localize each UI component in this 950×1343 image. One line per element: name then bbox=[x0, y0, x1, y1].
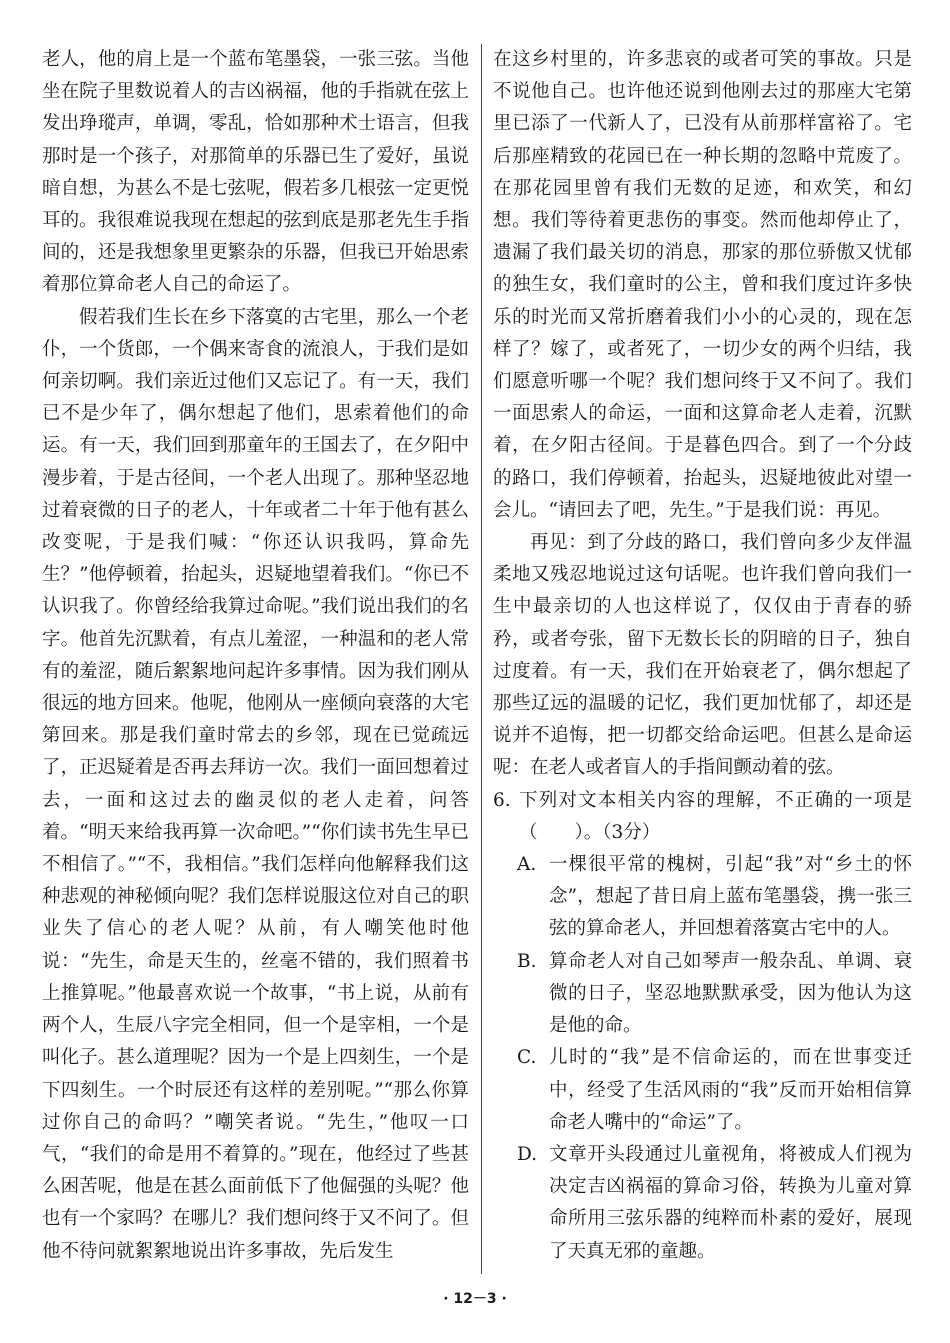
left-paragraph-1: 老人，他的肩上是一个蓝布笔墨袋，一张三弦。当他坐在院子里数说着人的吉凶祸福，他的手指就在弦上发出琤瑽声，单调，零乱，恰如那种术士语言，但我那时是一个孩子，对那简单的乐器已生了爱好，虽说暗自想，为甚么不是七弦呢，假若多几根弦一定更悦耳的。我很难说我现在想起的弦到底是那老先生手指间的，还是我想象里更繁杂的乐器，但我已开始思索着那位算命老人自己的命运了。 bbox=[42, 49, 469, 296]
option-c-label: C. bbox=[517, 1047, 537, 1069]
question-number: 6. bbox=[493, 789, 511, 811]
right-paragraph-1: 在这乡村里的，许多悲哀的或者可笑的事故。只是不说他自己。也许他还说到他刚去过的那座大宅第里已添了一代新人了，已没有从前那样富裕了。宅后那座精致的花园已在一种长期的忽略中荒废了。在那花园里曾有我们无数的足迹，和欢笑，和幻想。我们等待着更悲伤的事变。然而他却停止了，遗漏了我们最关切的消息，那家的那位骄傲又忧郁的独生女，我们童时的公主，曾和我们度过许多快乐的时光而又常折磨着我们小小的心灵的，现在怎样了？嫁了，或者死了，一切少女的两个归结，我们愿意听哪一个呢？我们想问终于又不问了。我们一面思索人的命运，一面和这算命老人走着，沉默着，在夕阳古径间。于是暮色四合。到了一个分歧的路口，我们停顿着，抬起头，迟疑地彼此对望一会儿。“请回去了吧，先生。”于是我们说：再见。 bbox=[493, 49, 912, 521]
option-d-text: 文章开头段通过儿童视角，将被成人们视为决定吉凶祸福的算命习俗，转换为儿童对算命所用三弦乐器的纯粹而朴素的爱好，展现了天真无邪的童趣。 bbox=[549, 1143, 912, 1262]
right-paragraph-2: 再见：到了分歧的路口，我们曾向多少友伴温柔地又残忍地说过这句话呢。也许我们曾向我们一生中最亲切的人也这样说了，仅仅由于青春的骄矜，或者夸张，留下无数长长的阴暗的日子，独自过度着。有一天，我们在开始衰老了，偶尔想起了那些辽远的温暖的记忆，我们更加忧郁了，却还是说并不追悔，把一切都交给命运吧。但甚么是命运呢：在老人或者盲人的手指间颤动着的弦。 bbox=[493, 532, 912, 779]
option-d-label: D. bbox=[517, 1143, 538, 1165]
question-6 bbox=[493, 785, 912, 849]
option-c-text: 儿时的“我”是不信命运的，而在世事变迁中，经受了生活风雨的“我”反而开始相信算命老人嘴中的“命运”了。 bbox=[549, 1047, 912, 1133]
option-b-label: B. bbox=[517, 950, 537, 972]
option-d bbox=[493, 1139, 912, 1268]
left-paragraph-2: 假若我们生长在乡下落寞的古宅里，那么一个老仆，一个货郎，一个偶来寄食的流浪人，于我们是如何亲切啊。我们亲近过他们又忘记了。有一天，我们已不是少年了，偶尔想起了他们，思索着他们的命运。有一天，我们回到那童年的王国去了，在夕阳中漫步着，于是古径间，一个老人出现了。那种坚忍地过着衰微的日子的老人，十年或者二十年于他有甚么改变呢，于是我们喊：“你还认识我吗，算命先生？”他停顿着，抬起头，迟疑地望着我们。“你已不认识我了。你曾经给我算过命呢。”我们说出我们的名字。他首先沉默着，有点儿羞涩，一种温和的老人常有的羞涩，随后絮絮地问起许多事情。因为我们刚从很远的地方回来。他呢，他刚从一座倾向衰落的大宅第回来。那是我们童时常去的乡邻，现在已觉疏远了，正迟疑着是否再去拜访一次。我们一面回想着过去，一面和这过去的幽灵似的老人走着，问答着。“明天来给我再算一次命吧。”“你们读书先生早已不相信了。”“不，我相信。”我们怎样向他解释我们这种悲观的神秘倾向呢？我们怎样说服这位对自己的职业失了信心的老人呢？从前，有人嘲笑他时他说：“先生，命是天生的，丝毫不错的，我们照着书上推算呢。”他最喜欢说一个故事，“书上说，从前有两个人，生辰八字完全相同，但一个是宰相，一个是叫化子。甚么道理呢？因为一个是上四刻生，一个是下四刻生。一个时辰还有这样的差别呢。”“那么你算过你自己的命吗？”嘲笑者说。“先生，”他叹一口气，“我们的命是用不着算的。”现在，他经过了些甚么困苦呢，他是在甚么面前低下了他倔强的头呢？他也有一个家吗？在哪儿？我们想问终于又不问了。但他不待问就絮絮地说出许多事故，先后发生 bbox=[42, 306, 469, 1262]
question-stem: 下列对文本相关内容的理解，不正确的一项是（ ）。（3分） bbox=[519, 789, 912, 843]
right-column bbox=[493, 44, 912, 1268]
option-b bbox=[493, 946, 912, 1043]
option-a bbox=[493, 849, 912, 946]
option-c bbox=[493, 1042, 912, 1139]
column-divider bbox=[481, 44, 482, 1274]
left-column bbox=[42, 44, 469, 1268]
option-b-text: 算命老人对自己如琴声一般杂乱、单调、衰微的日子，坚忍地默默承受，因为他认为这是他的命。 bbox=[549, 950, 912, 1037]
option-a-label: A. bbox=[517, 854, 537, 876]
page-number: · 12－3 · bbox=[443, 1291, 507, 1307]
option-a-text: 一棵很平常的槐树，引起“我”对“乡土的怀念”，想起了昔日肩上蓝布笔墨袋，携一张三弦的算命老人，并回想着落寞古宅中的人。 bbox=[549, 854, 912, 940]
